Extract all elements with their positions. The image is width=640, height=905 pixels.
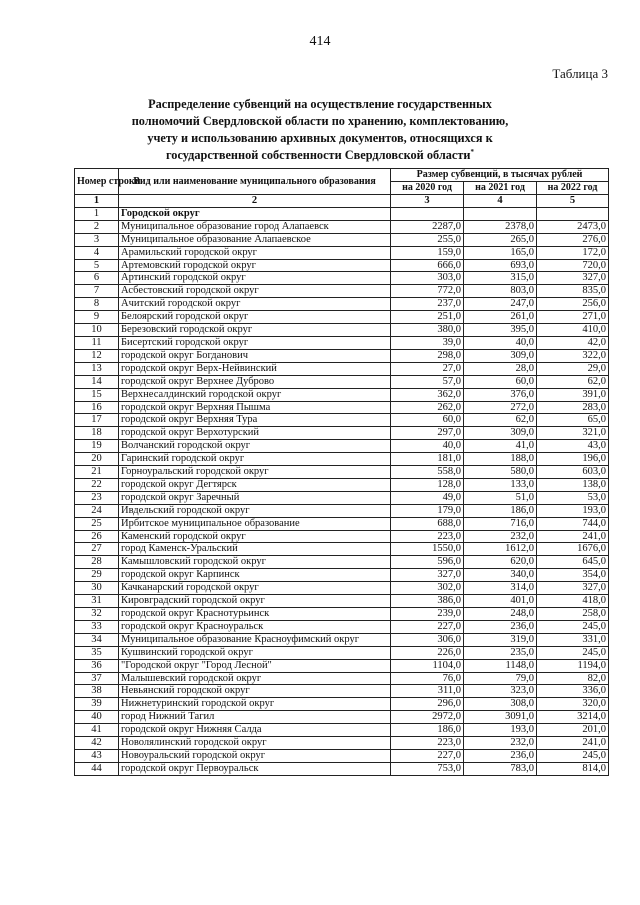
- amount-2021: 2378,0: [464, 220, 537, 233]
- amount-2021: 188,0: [464, 453, 537, 466]
- municipality-name: Кушвинский городской округ: [119, 646, 391, 659]
- amount-2020: 1550,0: [391, 543, 464, 556]
- amount-2022: 82,0: [537, 672, 609, 685]
- header-name: Вид или наименование муниципального образования: [119, 169, 391, 195]
- header-row-number: Номер строки: [75, 169, 119, 195]
- municipality-name: городской округ Заречный: [119, 491, 391, 504]
- row-number: 27: [75, 543, 119, 556]
- subsidy-table: [74, 168, 609, 776]
- amount-2022: 138,0: [537, 478, 609, 491]
- table-row: [75, 233, 609, 246]
- municipality-name: Ирбитское муниципальное образование: [119, 517, 391, 530]
- amount-2021: 395,0: [464, 324, 537, 337]
- table-row: [75, 646, 609, 659]
- amount-2020: 227,0: [391, 620, 464, 633]
- municipality-name: Бисертский городской округ: [119, 336, 391, 349]
- amount-2021: 1612,0: [464, 543, 537, 556]
- column-number: 4: [464, 195, 537, 208]
- table-row: [75, 672, 609, 685]
- amount-2020: 666,0: [391, 259, 464, 272]
- amount-2021: 693,0: [464, 259, 537, 272]
- amount-2020: 237,0: [391, 298, 464, 311]
- row-number: 8: [75, 298, 119, 311]
- amount-2020: 262,0: [391, 401, 464, 414]
- municipality-name: Кировградский городской округ: [119, 595, 391, 608]
- amount-2022: 645,0: [537, 556, 609, 569]
- amount-2021: 133,0: [464, 478, 537, 491]
- row-number: 10: [75, 324, 119, 337]
- table-row: [75, 259, 609, 272]
- table-row: [75, 427, 609, 440]
- municipality-name: городской округ Карпинск: [119, 569, 391, 582]
- table-row: [75, 685, 609, 698]
- municipality-name: Каменский городской округ: [119, 530, 391, 543]
- amount-2022: 603,0: [537, 466, 609, 479]
- row-number: 39: [75, 698, 119, 711]
- municipality-name: "Городской округ "Город Лесной": [119, 659, 391, 672]
- table-row: [75, 478, 609, 491]
- empty-cell: [464, 207, 537, 220]
- municipality-name: Ачитский городской округ: [119, 298, 391, 311]
- amount-2021: 28,0: [464, 362, 537, 375]
- municipality-name: Невьянский городской округ: [119, 685, 391, 698]
- amount-2022: 245,0: [537, 749, 609, 762]
- municipality-name: город Каменск-Уральский: [119, 543, 391, 556]
- row-number: 6: [75, 272, 119, 285]
- amount-2021: 323,0: [464, 685, 537, 698]
- amount-2022: 245,0: [537, 620, 609, 633]
- amount-2020: 1104,0: [391, 659, 464, 672]
- title-line: полномочий Свердловской области по хранению, комплектованию,: [131, 114, 509, 128]
- amount-2021: 803,0: [464, 285, 537, 298]
- municipality-name: Артемовский городской округ: [119, 259, 391, 272]
- table-row: [75, 633, 609, 646]
- row-number: 41: [75, 724, 119, 737]
- header-2021: на 2021 год: [464, 182, 537, 195]
- row-number: 34: [75, 633, 119, 646]
- table-row: [75, 440, 609, 453]
- amount-2022: 43,0: [537, 440, 609, 453]
- section-row: [75, 207, 609, 220]
- row-number: 19: [75, 440, 119, 453]
- table-row: [75, 491, 609, 504]
- municipality-name: Камышловский городской округ: [119, 556, 391, 569]
- amount-2022: 320,0: [537, 698, 609, 711]
- amount-2020: 57,0: [391, 375, 464, 388]
- municipality-name: Муниципальное образование Красноуфимский округ: [119, 633, 391, 646]
- amount-2020: 558,0: [391, 466, 464, 479]
- amount-2022: 193,0: [537, 504, 609, 517]
- amount-2022: 814,0: [537, 762, 609, 775]
- row-number: 14: [75, 375, 119, 388]
- table-row: [75, 285, 609, 298]
- amount-2021: 716,0: [464, 517, 537, 530]
- row-number: 17: [75, 414, 119, 427]
- row-number: 28: [75, 556, 119, 569]
- municipality-name: Гаринский городской округ: [119, 453, 391, 466]
- table-row: [75, 220, 609, 233]
- page-number: 414: [309, 34, 331, 49]
- table-row: [75, 698, 609, 711]
- header-amount-group: Размер субвенций, в тысячах рублей: [391, 169, 609, 182]
- amount-2020: 311,0: [391, 685, 464, 698]
- row-number: 20: [75, 453, 119, 466]
- table-row: [75, 375, 609, 388]
- municipality-name: Асбестовский городской округ: [119, 285, 391, 298]
- amount-2022: 65,0: [537, 414, 609, 427]
- amount-2021: 309,0: [464, 427, 537, 440]
- table-row: [75, 543, 609, 556]
- footnote-mark: *: [470, 148, 474, 156]
- amount-2020: 40,0: [391, 440, 464, 453]
- amount-2022: 418,0: [537, 595, 609, 608]
- amount-2020: 181,0: [391, 453, 464, 466]
- header-2020: на 2020 год: [391, 182, 464, 195]
- amount-2020: 386,0: [391, 595, 464, 608]
- table-row: [75, 569, 609, 582]
- row-number: 11: [75, 336, 119, 349]
- amount-2020: 298,0: [391, 349, 464, 362]
- amount-2022: 2473,0: [537, 220, 609, 233]
- amount-2021: 165,0: [464, 246, 537, 259]
- amount-2022: 276,0: [537, 233, 609, 246]
- amount-2021: 51,0: [464, 491, 537, 504]
- amount-2021: 319,0: [464, 633, 537, 646]
- amount-2020: 60,0: [391, 414, 464, 427]
- row-number: 18: [75, 427, 119, 440]
- table-row: [75, 517, 609, 530]
- row-number: 23: [75, 491, 119, 504]
- amount-2022: 62,0: [537, 375, 609, 388]
- row-number: 42: [75, 737, 119, 750]
- table-row: [75, 401, 609, 414]
- amount-2020: 251,0: [391, 311, 464, 324]
- municipality-name: город Нижний Тагил: [119, 711, 391, 724]
- amount-2020: 186,0: [391, 724, 464, 737]
- table-row: [75, 659, 609, 672]
- amount-2021: 783,0: [464, 762, 537, 775]
- amount-2022: 1676,0: [537, 543, 609, 556]
- municipality-name: Ивдельский городской округ: [119, 504, 391, 517]
- municipality-name: Березовский городской округ: [119, 324, 391, 337]
- row-number: 30: [75, 582, 119, 595]
- amount-2020: 2287,0: [391, 220, 464, 233]
- amount-2021: 236,0: [464, 749, 537, 762]
- column-numbers-row: [75, 195, 609, 208]
- amount-2021: 309,0: [464, 349, 537, 362]
- row-number: 31: [75, 595, 119, 608]
- municipality-name: Малышевский городской округ: [119, 672, 391, 685]
- municipality-name: Новолялинский городской округ: [119, 737, 391, 750]
- empty-cell: [537, 207, 609, 220]
- amount-2021: 3091,0: [464, 711, 537, 724]
- amount-2021: 62,0: [464, 414, 537, 427]
- row-number: 32: [75, 608, 119, 621]
- column-number: 3: [391, 195, 464, 208]
- table-row: [75, 272, 609, 285]
- row-number: 35: [75, 646, 119, 659]
- header-2022: на 2022 год: [537, 182, 609, 195]
- table-row: [75, 388, 609, 401]
- amount-2022: 196,0: [537, 453, 609, 466]
- table-row: [75, 246, 609, 259]
- municipality-name: городской округ Верх-Нейвинский: [119, 362, 391, 375]
- amount-2021: 60,0: [464, 375, 537, 388]
- amount-2022: 391,0: [537, 388, 609, 401]
- amount-2021: 193,0: [464, 724, 537, 737]
- amount-2020: 753,0: [391, 762, 464, 775]
- amount-2020: 49,0: [391, 491, 464, 504]
- amount-2022: 258,0: [537, 608, 609, 621]
- amount-2020: 27,0: [391, 362, 464, 375]
- amount-2020: 223,0: [391, 530, 464, 543]
- amount-2022: 331,0: [537, 633, 609, 646]
- amount-2020: 296,0: [391, 698, 464, 711]
- table-row: [75, 453, 609, 466]
- table-row: [75, 311, 609, 324]
- amount-2021: 186,0: [464, 504, 537, 517]
- amount-2021: 340,0: [464, 569, 537, 582]
- amount-2020: 327,0: [391, 569, 464, 582]
- amount-2020: 596,0: [391, 556, 464, 569]
- row-number: 21: [75, 466, 119, 479]
- table-row: [75, 414, 609, 427]
- amount-2022: 720,0: [537, 259, 609, 272]
- amount-2022: 744,0: [537, 517, 609, 530]
- municipality-name: городской округ Краснотурьинск: [119, 608, 391, 621]
- municipality-name: городской округ Первоуральск: [119, 762, 391, 775]
- amount-2021: 235,0: [464, 646, 537, 659]
- amount-2021: 41,0: [464, 440, 537, 453]
- amount-2021: 315,0: [464, 272, 537, 285]
- amount-2021: 232,0: [464, 530, 537, 543]
- amount-2021: 620,0: [464, 556, 537, 569]
- table-row: [75, 749, 609, 762]
- municipality-name: городской округ Верхотурский: [119, 427, 391, 440]
- row-number: 7: [75, 285, 119, 298]
- municipality-name: городской округ Красноуральск: [119, 620, 391, 633]
- table-row: [75, 298, 609, 311]
- table-row: [75, 466, 609, 479]
- amount-2020: 380,0: [391, 324, 464, 337]
- amount-2022: 283,0: [537, 401, 609, 414]
- municipality-name: городской округ Дегтярск: [119, 478, 391, 491]
- amount-2020: 255,0: [391, 233, 464, 246]
- amount-2022: 241,0: [537, 737, 609, 750]
- amount-2021: 79,0: [464, 672, 537, 685]
- column-number: 5: [537, 195, 609, 208]
- amount-2021: 248,0: [464, 608, 537, 621]
- row-number: 40: [75, 711, 119, 724]
- table-row: [75, 556, 609, 569]
- amount-2022: 256,0: [537, 298, 609, 311]
- row-number: 3: [75, 233, 119, 246]
- amount-2022: 241,0: [537, 530, 609, 543]
- amount-2021: 308,0: [464, 698, 537, 711]
- row-number: 15: [75, 388, 119, 401]
- municipality-name: Муниципальное образование город Алапаевск: [119, 220, 391, 233]
- row-number: 12: [75, 349, 119, 362]
- amount-2022: 3214,0: [537, 711, 609, 724]
- amount-2022: 336,0: [537, 685, 609, 698]
- amount-2020: 179,0: [391, 504, 464, 517]
- table-row: [75, 324, 609, 337]
- amount-2022: 410,0: [537, 324, 609, 337]
- row-number: 43: [75, 749, 119, 762]
- row-number: 22: [75, 478, 119, 491]
- amount-2021: 272,0: [464, 401, 537, 414]
- amount-2022: 271,0: [537, 311, 609, 324]
- table-row: [75, 762, 609, 775]
- amount-2020: 239,0: [391, 608, 464, 621]
- title-line: [90, 147, 550, 164]
- amount-2022: 53,0: [537, 491, 609, 504]
- amount-2020: 227,0: [391, 749, 464, 762]
- title-line: Распределение субвенций на осуществление государственных: [148, 97, 492, 111]
- amount-2020: 306,0: [391, 633, 464, 646]
- table-row: [75, 582, 609, 595]
- row-number: 38: [75, 685, 119, 698]
- amount-2020: 226,0: [391, 646, 464, 659]
- table-row: [75, 724, 609, 737]
- table-row: [75, 362, 609, 375]
- title-line: учету и использованию архивных документов, относящихся к: [147, 131, 493, 145]
- amount-2021: 401,0: [464, 595, 537, 608]
- municipality-name: Белоярский городской округ: [119, 311, 391, 324]
- amount-2020: 362,0: [391, 388, 464, 401]
- amount-2020: 159,0: [391, 246, 464, 259]
- amount-2020: 303,0: [391, 272, 464, 285]
- row-number: 2: [75, 220, 119, 233]
- municipality-name: городской округ Нижняя Салда: [119, 724, 391, 737]
- amount-2022: 835,0: [537, 285, 609, 298]
- municipality-name: Качканарский городской округ: [119, 582, 391, 595]
- amount-2021: 580,0: [464, 466, 537, 479]
- row-number: 26: [75, 530, 119, 543]
- amount-2021: 232,0: [464, 737, 537, 750]
- municipality-name: городской округ Верхняя Пышма: [119, 401, 391, 414]
- municipality-name: городской округ Верхнее Дуброво: [119, 375, 391, 388]
- amount-2020: 772,0: [391, 285, 464, 298]
- amount-2021: 40,0: [464, 336, 537, 349]
- municipality-name: Верхнесалдинский городской округ: [119, 388, 391, 401]
- amount-2020: 688,0: [391, 517, 464, 530]
- municipality-name: городской округ Богданович: [119, 349, 391, 362]
- amount-2022: 354,0: [537, 569, 609, 582]
- empty-cell: [391, 207, 464, 220]
- amount-2022: 201,0: [537, 724, 609, 737]
- municipality-name: Арамильский городской округ: [119, 246, 391, 259]
- table-row: [75, 530, 609, 543]
- row-number: 9: [75, 311, 119, 324]
- section-name: Городской округ: [119, 207, 391, 220]
- amount-2021: 1148,0: [464, 659, 537, 672]
- municipality-name: Нижнетуринский городской округ: [119, 698, 391, 711]
- amount-2021: 376,0: [464, 388, 537, 401]
- amount-2021: 314,0: [464, 582, 537, 595]
- municipality-name: Артинский городской округ: [119, 272, 391, 285]
- amount-2021: 265,0: [464, 233, 537, 246]
- amount-2022: 172,0: [537, 246, 609, 259]
- table-row: [75, 349, 609, 362]
- amount-2020: 302,0: [391, 582, 464, 595]
- row-number: 44: [75, 762, 119, 775]
- amount-2022: 322,0: [537, 349, 609, 362]
- municipality-name: Новоуральский городской округ: [119, 749, 391, 762]
- amount-2020: 76,0: [391, 672, 464, 685]
- table-row: [75, 608, 609, 621]
- row-number: 25: [75, 517, 119, 530]
- title-line-text: государственной собственности Свердловской области: [166, 148, 471, 162]
- column-number: 1: [75, 195, 119, 208]
- table-row: [75, 711, 609, 724]
- amount-2022: 29,0: [537, 362, 609, 375]
- row-number: 1: [75, 207, 119, 220]
- row-number: 36: [75, 659, 119, 672]
- document-title: [90, 96, 550, 164]
- row-number: 13: [75, 362, 119, 375]
- amount-2022: 1194,0: [537, 659, 609, 672]
- amount-2022: 327,0: [537, 272, 609, 285]
- row-number: 29: [75, 569, 119, 582]
- table-row: [75, 504, 609, 517]
- amount-2022: 42,0: [537, 336, 609, 349]
- table-row: [75, 595, 609, 608]
- table-row: [75, 737, 609, 750]
- municipality-name: городской округ Верхняя Тура: [119, 414, 391, 427]
- amount-2021: 261,0: [464, 311, 537, 324]
- municipality-name: Муниципальное образование Алапаевское: [119, 233, 391, 246]
- row-number: 5: [75, 259, 119, 272]
- row-number: 16: [75, 401, 119, 414]
- table-row: [75, 620, 609, 633]
- amount-2020: 297,0: [391, 427, 464, 440]
- table-label: Таблица 3: [552, 66, 608, 81]
- column-number: 2: [119, 195, 391, 208]
- municipality-name: Горноуральский городской округ: [119, 466, 391, 479]
- amount-2020: 223,0: [391, 737, 464, 750]
- amount-2020: 2972,0: [391, 711, 464, 724]
- amount-2020: 39,0: [391, 336, 464, 349]
- municipality-name: Волчанский городской округ: [119, 440, 391, 453]
- amount-2022: 327,0: [537, 582, 609, 595]
- amount-2021: 247,0: [464, 298, 537, 311]
- row-number: 33: [75, 620, 119, 633]
- table-row: [75, 336, 609, 349]
- amount-2022: 245,0: [537, 646, 609, 659]
- row-number: 4: [75, 246, 119, 259]
- amount-2022: 321,0: [537, 427, 609, 440]
- row-number: 37: [75, 672, 119, 685]
- amount-2020: 128,0: [391, 478, 464, 491]
- amount-2021: 236,0: [464, 620, 537, 633]
- row-number: 24: [75, 504, 119, 517]
